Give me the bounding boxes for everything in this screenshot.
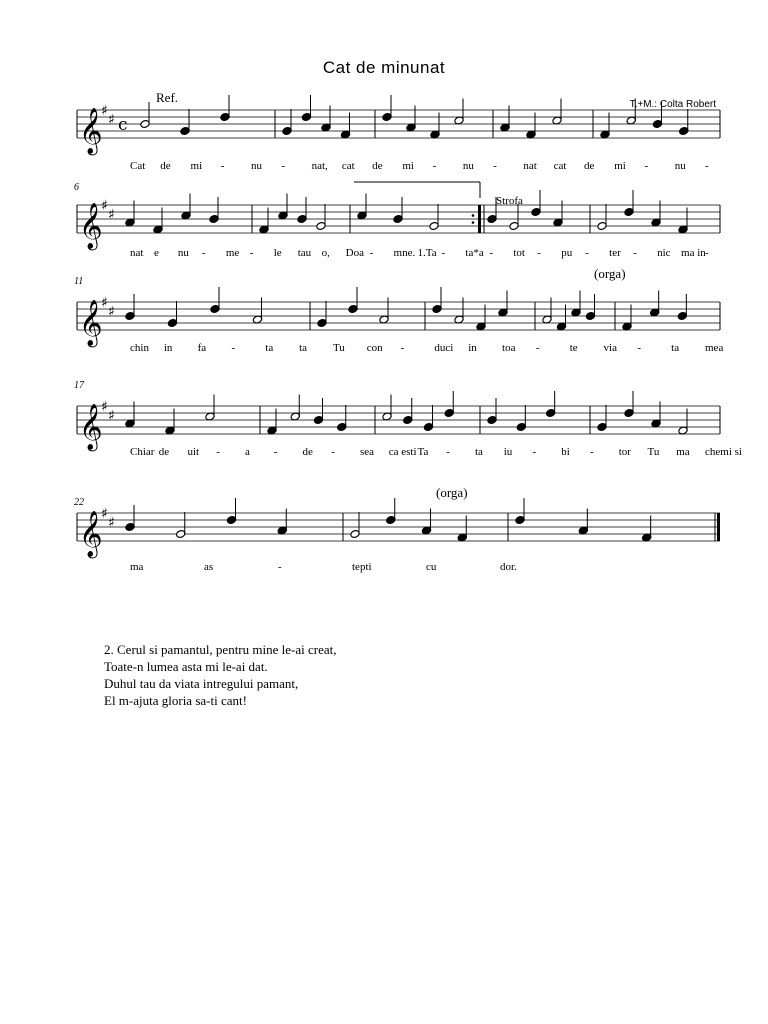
- lyric-syllable: mi: [614, 160, 626, 172]
- organ-marking-1: (orga): [594, 266, 626, 281]
- lyric-syllable: -: [637, 342, 642, 354]
- lyric-syllable: cat: [553, 160, 567, 172]
- lyric-syllable: sea: [360, 446, 375, 458]
- lyric-syllable: nu: [177, 247, 189, 259]
- lyric-syllable: chin: [130, 342, 149, 354]
- lyric-syllable: -: [537, 247, 541, 259]
- lyric-syllable: Doa: [345, 247, 364, 259]
- lyric-syllable: tor: [618, 446, 631, 458]
- lyric-syllable: nat: [523, 160, 537, 172]
- lyric-syllable: -: [441, 247, 446, 259]
- key-sharp-icon: ♯: [101, 506, 108, 522]
- treble-clef-icon: 𝄞: [79, 203, 103, 249]
- lyric-syllable: dor.: [500, 561, 517, 573]
- lyric-syllable: -: [705, 247, 709, 259]
- author-credit: T.+M.: Colta Robert: [629, 99, 716, 110]
- verse-line: Duhul tau da viata intregului pamant,: [104, 676, 299, 691]
- lyric-syllable: ta*a: [465, 247, 484, 259]
- lyric-syllable: tepti: [352, 561, 372, 573]
- lyric-syllable: -: [201, 247, 206, 259]
- lyric-syllable: -: [590, 446, 594, 458]
- lyric-syllable: de: [372, 160, 383, 172]
- key-sharp-icon: ♯: [108, 304, 115, 320]
- lyric-syllable: -: [532, 446, 537, 458]
- treble-clef-icon: 𝄞: [79, 404, 103, 450]
- lyric-syllable: cu: [426, 561, 437, 573]
- lyric-syllable: mea: [705, 342, 724, 354]
- lyric-syllable: de: [302, 446, 313, 458]
- key-sharp-icon: ♯: [101, 198, 108, 214]
- lyric-syllable: pu: [561, 247, 573, 259]
- lyric-syllable: -: [281, 160, 285, 172]
- verse-line: 2. Cerul si pamantul, pentru mine le-ai creat,: [104, 642, 337, 657]
- lyric-syllable: -: [369, 247, 374, 259]
- strofa-marking: Strofa: [496, 195, 523, 207]
- lyric-syllable: Tu: [332, 342, 345, 354]
- lyric-syllable: -: [278, 561, 282, 573]
- key-sharp-icon: ♯: [101, 399, 108, 415]
- lyric-syllable: chemi si: [705, 446, 742, 458]
- lyric-syllable: -: [493, 160, 497, 172]
- lyric-syllable: de: [160, 160, 171, 172]
- lyric-syllable: bi: [561, 446, 570, 458]
- lyric-syllable: de: [158, 446, 170, 458]
- lyric-syllable: -: [585, 247, 589, 259]
- verse-2: [104, 641, 336, 709]
- lyric-syllable: via: [603, 342, 617, 354]
- lyric-syllable: te: [569, 342, 578, 354]
- lyric-syllable: mi: [190, 160, 203, 172]
- organ-marking-2: (orga): [436, 485, 468, 500]
- lyric-syllable: -: [644, 160, 649, 172]
- verse-line: El m-ajuta gloria sa-ti cant!: [104, 693, 247, 708]
- lyric-syllable: tot: [513, 247, 525, 259]
- lyric-syllable: le: [273, 247, 282, 259]
- lyric-syllable: in: [468, 342, 477, 354]
- bar-number: 22: [74, 497, 84, 508]
- lyric-syllable: Tu: [647, 446, 660, 458]
- lyric-syllable: con: [366, 342, 383, 354]
- key-sharp-icon: ♯: [108, 515, 115, 531]
- lyric-syllable: -: [400, 342, 405, 354]
- lyric-syllable: nat,: [311, 160, 328, 172]
- lyric-syllable: Ta: [417, 446, 429, 458]
- key-sharp-icon: ♯: [101, 103, 108, 119]
- lyric-syllable: nu: [251, 160, 263, 172]
- common-time-icon: c: [118, 115, 128, 135]
- lyric-syllable: -: [249, 247, 254, 259]
- treble-clef-icon: 𝄞: [79, 300, 103, 346]
- lyric-syllable: tau: [297, 247, 312, 259]
- final-barline: [717, 513, 720, 541]
- repeat-dot: [472, 214, 475, 217]
- lyric-syllable: nu: [462, 160, 474, 172]
- lyric-syllable: -: [220, 160, 225, 172]
- repeat-dot: [472, 221, 475, 224]
- bar-number: 11: [74, 276, 84, 287]
- lyric-syllable: me: [225, 247, 240, 259]
- lyric-syllable: -: [446, 446, 450, 458]
- lyric-syllable: duci: [434, 342, 454, 354]
- lyric-syllable: Cat: [130, 160, 146, 172]
- lyric-syllable: uit: [187, 446, 200, 458]
- lyric-syllable: -: [216, 446, 220, 458]
- lyric-syllable: de: [583, 160, 595, 172]
- lyric-syllable: cat: [341, 160, 355, 172]
- repeat-barline: [478, 205, 481, 233]
- lyric-syllable: o,: [321, 247, 330, 259]
- lyric-syllable: -: [489, 247, 494, 259]
- lyric-syllable: Chiar: [130, 446, 155, 458]
- verse-line: Toate-n lumea asta mi le-ai dat.: [104, 659, 268, 674]
- lyric-syllable: ca esti: [388, 446, 417, 458]
- lyric-syllable: as: [204, 561, 214, 573]
- lyric-syllable: 1.Ta: [417, 247, 437, 259]
- lyric-syllable: ma: [130, 561, 144, 573]
- bar-number: 17: [74, 380, 84, 391]
- treble-clef-icon: 𝄞: [79, 511, 103, 557]
- lyric-syllable: a: [245, 446, 250, 458]
- lyric-syllable: ma in: [681, 247, 706, 259]
- lyric-syllable: iu: [503, 446, 513, 458]
- lyric-syllable: ta: [671, 342, 680, 354]
- lyric-syllable: ta: [299, 342, 308, 354]
- lyric-syllable: -: [705, 160, 709, 172]
- bar-number: 6: [74, 182, 79, 193]
- lyric-syllable: mi: [402, 160, 414, 172]
- lyric-syllable: -: [273, 446, 278, 458]
- lyric-syllable: ta: [265, 342, 274, 354]
- lyric-syllable: -: [231, 342, 236, 354]
- lyric-syllable: ma: [676, 446, 690, 458]
- key-sharp-icon: ♯: [108, 207, 115, 223]
- lyric-syllable: fa: [197, 342, 207, 354]
- lyric-syllable: e: [153, 247, 159, 259]
- lyric-syllable: -: [432, 160, 437, 172]
- lyric-syllable: -: [633, 247, 637, 259]
- lyric-syllable: ter: [609, 247, 621, 259]
- lyric-syllable: mne.: [393, 247, 416, 259]
- lyric-syllable: -: [331, 446, 335, 458]
- lyric-syllable: -: [535, 342, 540, 354]
- refrain-marking: Ref.: [156, 90, 179, 105]
- lyric-syllable: ta: [475, 446, 483, 458]
- key-sharp-icon: ♯: [108, 408, 115, 424]
- song-title: Cat de minunat: [322, 58, 446, 77]
- treble-clef-icon: 𝄞: [79, 108, 103, 154]
- lyric-syllable: nat: [130, 247, 144, 259]
- key-sharp-icon: ♯: [101, 295, 108, 311]
- lyric-syllable: in: [163, 342, 173, 354]
- key-sharp-icon: ♯: [108, 112, 115, 128]
- lyric-syllable: nic: [657, 247, 671, 259]
- lyric-syllable: toa: [502, 342, 516, 354]
- lyric-syllable: nu: [674, 160, 686, 172]
